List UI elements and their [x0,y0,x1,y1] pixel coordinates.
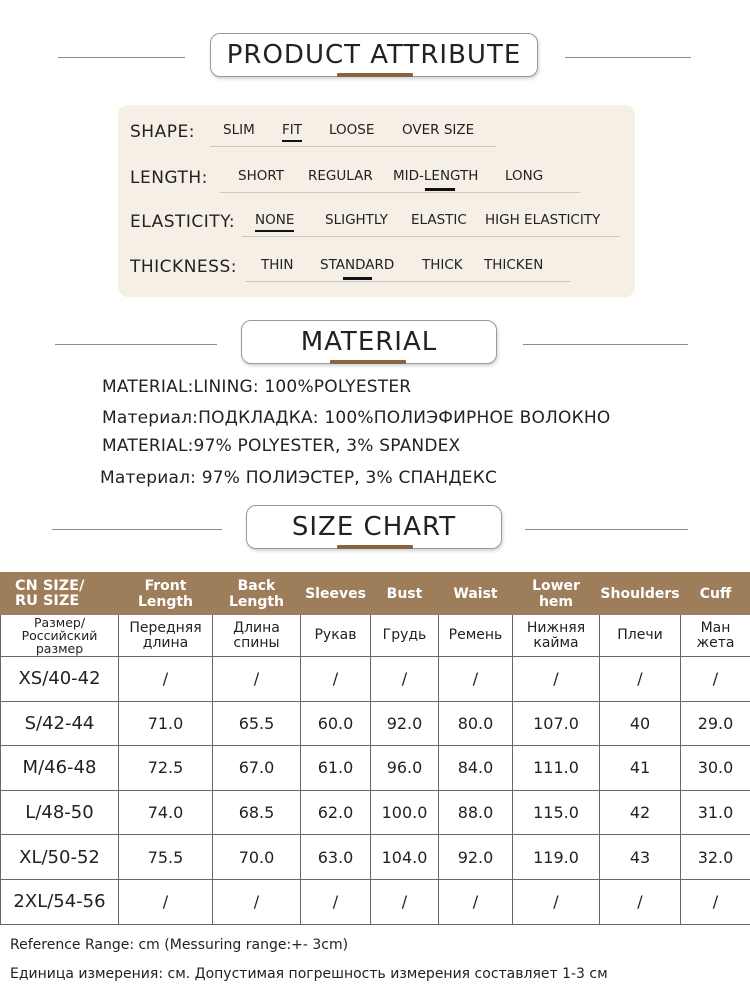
product-attribute-title: PRODUCT ATTRIBUTE [210,33,538,77]
measurement-cell: / [600,657,681,702]
size-chart-title: SIZE CHART [246,505,502,549]
header-row-en [1,573,750,615]
attr-row-thickness [118,255,635,295]
attribute-panel [118,105,635,297]
header-cell-ru: Нижняя кайма [513,615,600,657]
attr-underline [220,192,580,193]
attr-option: HIGH ELASTICITY [485,212,601,228]
measurement-cell: / [213,879,301,924]
header-divider-right [565,57,691,58]
attr-label: SHAPE: [130,122,195,142]
attr-row-length [118,166,635,206]
measurement-cell: / [301,657,371,702]
size-chart-header [0,505,750,555]
attr-option: THIN [261,257,294,273]
header-cell: Cuff [681,573,750,615]
size-label-cell: XL/50-52 [1,835,119,880]
attr-label: LENGTH: [130,168,208,188]
material-title: MATERIAL [241,320,497,364]
header-divider-left [58,57,185,58]
size-label-cell: XS/40-42 [1,657,119,702]
material-line-4: Материал: 97% ПОЛИЭСТЕР, 3% СПАНДЕКС [100,468,498,488]
measurement-cell: 32.0 [681,835,750,880]
attr-option: THICKEN [484,257,544,273]
attr-option: LONG [505,168,544,184]
table-row [1,657,750,702]
header-cell-ru: Ман жета [681,615,750,657]
material-line-3: MATERIAL:97% POLYESTER, 3% SPANDEX [102,436,461,456]
attr-option: SLIGHTLY [325,212,388,228]
attr-row-elasticity [118,210,635,250]
footer-measurement-note: Единица измерения: см. Допустимая погрешность измерения составляет 1-3 см [10,966,608,982]
attr-label: ELASTICITY: [130,212,236,232]
header-accent-bar [330,360,406,364]
attr-underline [245,281,571,282]
measurement-cell: / [681,879,750,924]
header-accent-bar [337,545,413,549]
material-header [0,320,750,370]
header-divider-right [525,529,688,530]
measurement-cell: 92.0 [439,835,513,880]
attr-option: SLIM [223,122,255,138]
measurement-cell: 111.0 [513,746,600,791]
measurement-cell: 88.0 [439,790,513,835]
attr-underline [210,146,496,147]
header-divider-right [523,344,688,345]
measurement-cell: / [301,879,371,924]
measurement-cell: / [119,879,213,924]
header-cell: Sleeves [301,573,371,615]
attr-underline [242,236,620,237]
header-accent-bar [337,73,413,77]
measurement-cell: 84.0 [439,746,513,791]
measurement-cell: / [439,879,513,924]
attr-option: OVER SIZE [402,122,475,138]
measurement-cell: 61.0 [301,746,371,791]
attr-option-selected: NONE [255,212,295,228]
table-row [1,835,750,880]
attr-option-selected: FIT [282,122,302,138]
measurement-cell: 70.0 [213,835,301,880]
measurement-cell: 29.0 [681,701,750,746]
header-cell: Bust [371,573,439,615]
measurement-cell: 30.0 [681,746,750,791]
header-cell: Back Length [213,573,301,615]
header-cell: Shoulders [600,573,681,615]
measurement-cell: / [213,657,301,702]
attr-option: THICK [422,257,463,273]
measurement-cell: 65.5 [213,701,301,746]
size-label-cell: L/48-50 [1,790,119,835]
attr-option: LOOSE [329,122,375,138]
measurement-cell: 92.0 [371,701,439,746]
measurement-cell: / [513,657,600,702]
header-cell-ru: Размер/ Российский размер [1,615,119,657]
selected-marker [343,277,372,280]
table-row [1,701,750,746]
attr-row-shape [118,120,635,160]
measurement-cell: 119.0 [513,835,600,880]
material-line-2: Материал:ПОДКЛАДКА: 100%ПОЛИЭФИРНОЕ ВОЛОКНО [102,408,611,428]
header-cell [1,573,119,615]
material-line-1: MATERIAL:LINING: 100%POLYESTER [102,377,412,397]
measurement-cell: 107.0 [513,701,600,746]
measurement-cell: 80.0 [439,701,513,746]
header-cell-ru: Рукав [301,615,371,657]
measurement-cell: 75.5 [119,835,213,880]
header-cell-ru: Грудь [371,615,439,657]
measurement-cell: 68.5 [213,790,301,835]
measurement-cell: / [119,657,213,702]
measurement-cell: / [513,879,600,924]
header-cell-ru: Передняя длина [119,615,213,657]
measurement-cell: 31.0 [681,790,750,835]
measurement-cell: 67.0 [213,746,301,791]
measurement-cell: 43 [600,835,681,880]
header-cell-ru: Плечи [600,615,681,657]
measurement-cell: 96.0 [371,746,439,791]
table-row [1,790,750,835]
attr-label: THICKNESS: [130,257,237,277]
table-row [1,879,750,924]
footer-reference-range: Reference Range: cm (Messuring range:+- 3cm) [10,937,349,953]
attr-option: REGULAR [308,168,373,184]
header-cell: Waist [439,573,513,615]
measurement-cell: 104.0 [371,835,439,880]
header-cell: Front Length [119,573,213,615]
header-divider-left [52,529,222,530]
size-label-cell: M/46-48 [1,746,119,791]
header-cell-text: CN SIZE/ RU SIZE [15,577,85,609]
selected-marker [425,188,455,191]
header-cell-ru: Ремень [439,615,513,657]
measurement-cell: / [681,657,750,702]
measurement-cell: / [371,879,439,924]
measurement-cell: 74.0 [119,790,213,835]
header-divider-left [55,344,217,345]
measurement-cell: 72.5 [119,746,213,791]
header-cell: Lower hem [513,573,600,615]
product-attribute-header [0,33,750,83]
measurement-cell: 42 [600,790,681,835]
attr-option: MID-LENGTH [393,168,479,184]
measurement-cell: 41 [600,746,681,791]
measurement-cell: 71.0 [119,701,213,746]
size-label-cell: S/42-44 [1,701,119,746]
header-cell-ru: Длина спины [213,615,301,657]
measurement-cell: 115.0 [513,790,600,835]
size-label-cell: 2XL/54-56 [1,879,119,924]
size-chart-table [0,572,750,925]
measurement-cell: 100.0 [371,790,439,835]
measurement-cell: 40 [600,701,681,746]
attr-option: ELASTIC [411,212,467,228]
measurement-cell: / [600,879,681,924]
measurement-cell: 60.0 [301,701,371,746]
measurement-cell: / [439,657,513,702]
attr-option: STANDARD [320,257,395,273]
table-row [1,746,750,791]
attr-option: SHORT [238,168,284,184]
measurement-cell: / [371,657,439,702]
measurement-cell: 63.0 [301,835,371,880]
header-row-ru [1,615,750,657]
measurement-cell: 62.0 [301,790,371,835]
